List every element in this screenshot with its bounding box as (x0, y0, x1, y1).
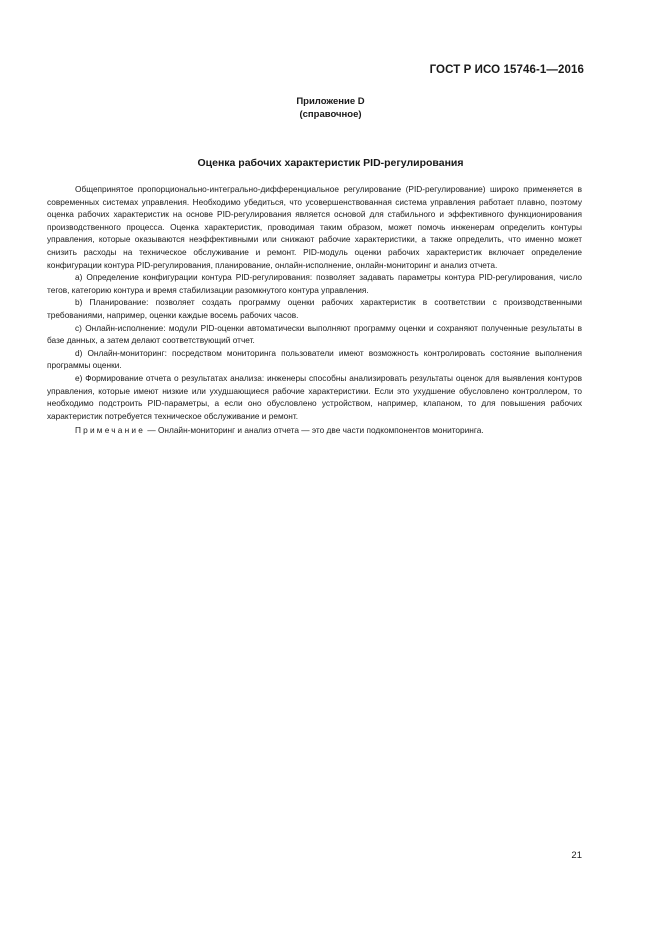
section-title: Оценка рабочих характеристик PID-регулирования (197, 157, 464, 169)
note-paragraph (47, 424, 582, 437)
paragraph-intro: Общепринятое пропорционально-интегрально-дифференциальное регулирование (PID-регулирование) широко применяется в современных системах управления. Необходимо убедиться, что усовершенствованная система управления работает плавно, поэтому оценка рабочих характеристик на основе PID-регулирования является основой для стабильного и эффективного функционирования производственного процесса. Оценка характеристик, проводимая таким образом, может помочь инженерам определить контуры управления, которые оказываются неэффективными или снижают рабочие характеристики, а также определить, что именно может снизить расходы на техническое обслуживание и ремонт. PID-модуль оценки рабочих характеристик включает определение конфигурации контура PID-регулирования, планирование, онлайн-исполнение, онлайн-мониторинг и анализ отчета. (47, 184, 582, 270)
body-text (47, 183, 582, 437)
note-text: — Онлайн-мониторинг и анализ отчета — это две части подкомпонентов мониторинга. (145, 425, 484, 436)
annex-subtitle: (справочное) (299, 109, 362, 120)
list-item-a: a) Определение конфигурации контура PID-регулирования: позволяет задавать параметры контура PID-регулирования, число тегов, категорию контура и время стабилизации разомкнутого контура управления. (47, 272, 582, 295)
document-code: ГОСТ Р ИСО 15746-1—2016 (429, 64, 584, 76)
note-label: Примечание (75, 425, 146, 436)
annex-heading (0, 95, 661, 121)
list-item-d: d) Онлайн-мониторинг: посредством мониторинга пользователи имеют возможность контролировать состояние выполнения программы оценки. (47, 347, 582, 371)
annex-title: Приложение D (296, 96, 365, 107)
page-number: 21 (571, 850, 582, 861)
list-item-e: e) Формирование отчета о результатах анализа: инженеры способны анализировать результаты оценок для выявления контуров управления, которые имеют низкие или ухудшающиеся рабочие характеристики. Если это ухудшение обусловлено контроллером, то необходимо подстроить PID-параметры, а если оно обусловлено устройством, например, клапаном, то для повышения рабочих характеристик потребуется техническое обслуживание и ремонт. (47, 372, 582, 421)
list-item-b: b) Планирование: позволяет создать программу оценки рабочих характеристик в соответствии с производственными требованиями, например, оценки каждые восемь рабочих часов. (47, 297, 582, 320)
list-item-c: c) Онлайн-исполнение: модули PID-оценки автоматически выполняют программу оценки и сохраняют полученные результаты в базе данных, а затем делают соответствующий отчет. (47, 322, 582, 346)
